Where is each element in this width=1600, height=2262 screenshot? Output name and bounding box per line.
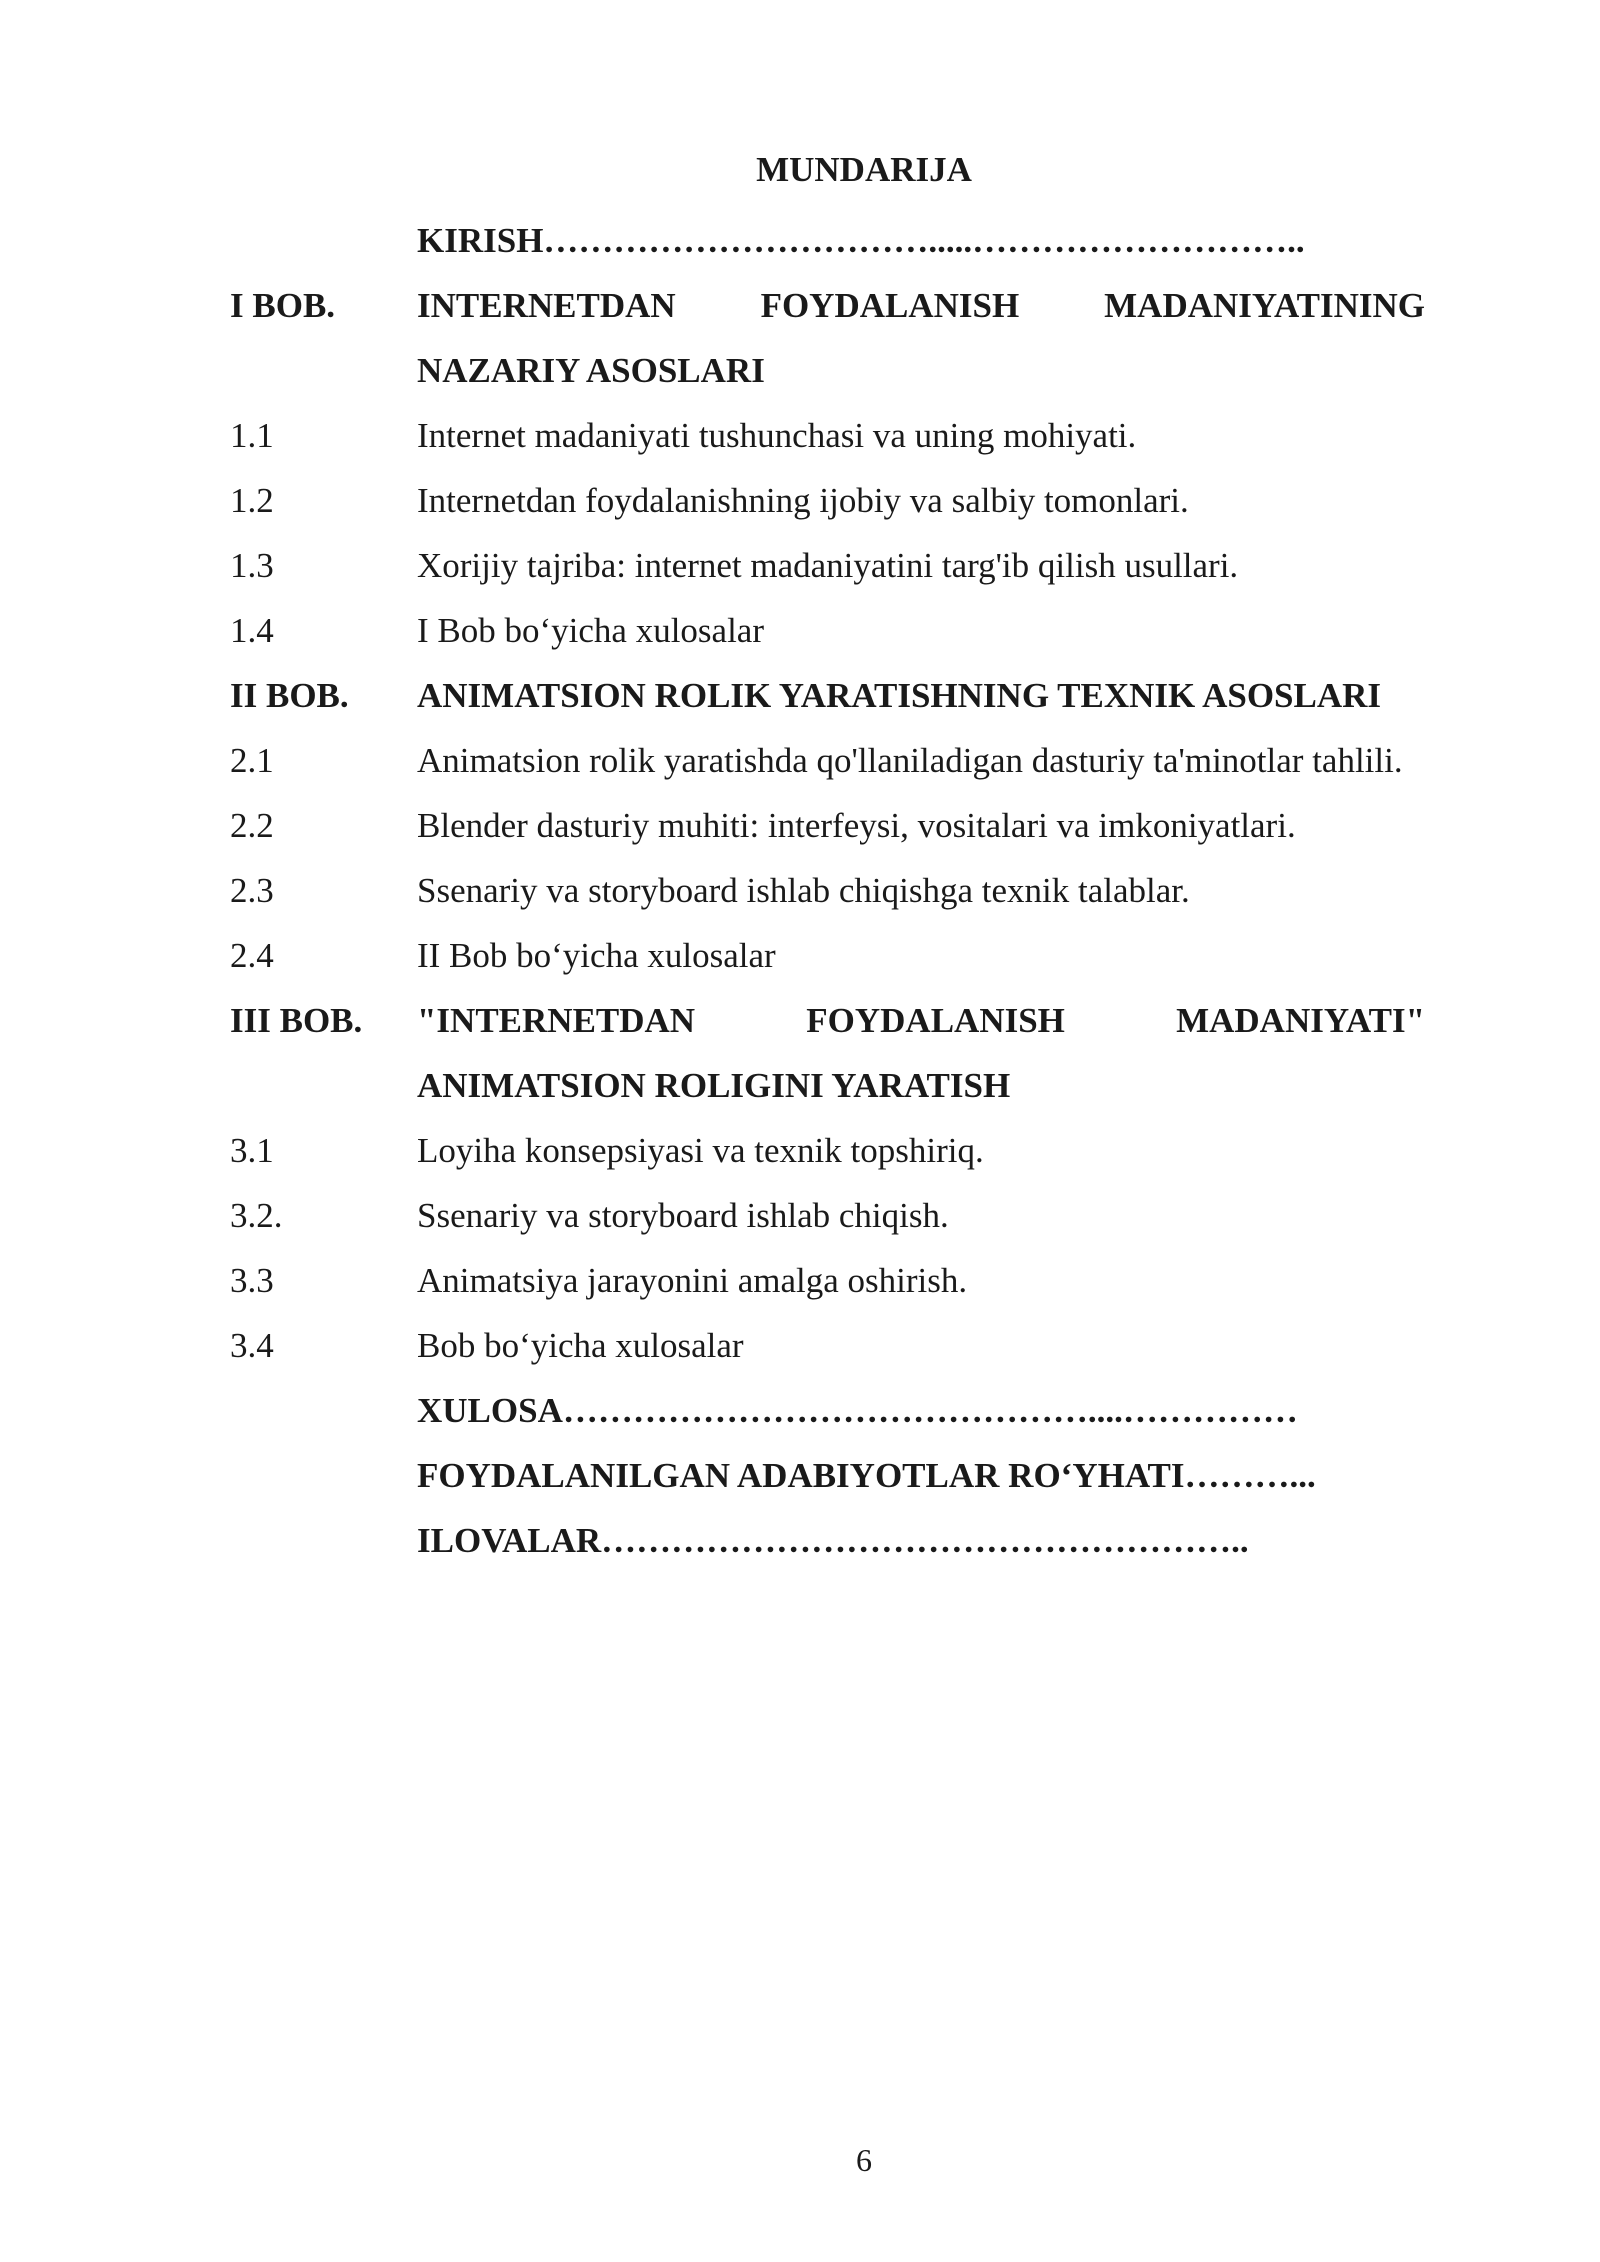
toc-entry-kirish: [230, 208, 1425, 273]
toc-entry-1-2: [230, 468, 1425, 533]
toc-chapter-3: [230, 988, 1425, 1118]
toc-entry-title: FOYDALANILGAN ADABIYOTLAR RO‘YHATI………...: [417, 1456, 1316, 1495]
toc-entry-title: Loyiha konsepsiyasi va texnik topshiriq.: [417, 1131, 984, 1170]
toc-entry-3-4: [230, 1313, 1425, 1378]
toc-entry-title: Internet madaniyati tushunchasi va uning mohiyati.: [417, 416, 1137, 455]
toc-entry-title: Xorijiy tajriba: internet madaniyatini targ'ib qilish usullari.: [417, 546, 1239, 585]
toc-entry-title: II Bob bo‘yicha xulosalar: [417, 936, 776, 975]
toc-entry-number: III BOB.: [230, 1001, 363, 1040]
toc-chapter-1: [230, 273, 1425, 403]
toc-entry-number: 3.4: [230, 1326, 274, 1365]
toc-entry-ilovalar: [230, 1508, 1425, 1573]
page-number: 6: [856, 2142, 872, 2178]
toc-entry-title: KIRISH…………………………….....………………………..: [417, 221, 1305, 260]
toc-entry-2-4: [230, 923, 1425, 988]
toc-entry-number: 1.4: [230, 611, 274, 650]
toc-entry-2-3: [230, 858, 1425, 923]
toc-entry-number: I BOB.: [230, 286, 336, 325]
toc-entry-number: 1.1: [230, 416, 274, 455]
toc-entry-title: "INTERNETDAN FOYDALANISH MADANIYATI" ANIMATSION ROLIGINI YARATISH: [417, 1001, 1425, 1105]
toc-entry-title: ANIMATSION ROLIK YARATISHNING TEXNIK ASOSLARI: [417, 676, 1382, 715]
toc-entry-2-2: [230, 793, 1425, 858]
toc-entry-3-2: [230, 1183, 1425, 1248]
toc-entry-3-3: [230, 1248, 1425, 1313]
toc-entry-title: Animatsiya jarayonini amalga oshirish.: [417, 1261, 968, 1300]
table-of-contents: [230, 208, 1425, 1573]
toc-entry-xulosa: [230, 1378, 1425, 1443]
toc-entry-number: 2.3: [230, 871, 274, 910]
toc-entry-3-1: [230, 1118, 1425, 1183]
toc-entry-title: INTERNETDAN FOYDALANISH MADANIYATINING NAZARIY ASOSLARI: [417, 286, 1425, 390]
toc-entry-adabiyotlar: [230, 1443, 1425, 1508]
toc-entry-1-4: [230, 598, 1425, 663]
toc-entry-number: II BOB.: [230, 676, 349, 715]
page-title: MUNDARIJA: [756, 150, 972, 189]
toc-entry-number: 2.2: [230, 806, 274, 845]
toc-entry-number: 3.2.: [230, 1196, 283, 1235]
toc-entry-2-1: [230, 728, 1425, 793]
toc-entry-1-3: [230, 533, 1425, 598]
toc-entry-number: 2.1: [230, 741, 274, 780]
toc-entry-number: 3.1: [230, 1131, 274, 1170]
toc-entry-title: Blender dasturiy muhiti: interfeysi, vositalari va imkoniyatlari.: [417, 806, 1296, 845]
toc-entry-number: 1.2: [230, 481, 274, 520]
toc-entry-title: ILOVALAR………………………………………………..: [417, 1521, 1249, 1560]
toc-entry-title: Bob bo‘yicha xulosalar: [417, 1326, 744, 1365]
toc-entry-number: 3.3: [230, 1261, 274, 1300]
toc-entry-title: Animatsion rolik yaratishda qo'llaniladigan dasturiy ta'minotlar tahlili.: [417, 741, 1403, 780]
toc-chapter-2: [230, 663, 1425, 728]
toc-entry-number: 2.4: [230, 936, 274, 975]
toc-entry-title: XULOSA………………………………………....……………: [417, 1391, 1298, 1430]
toc-entry-title: Ssenariy va storyboard ishlab chiqishga texnik talablar.: [417, 871, 1190, 910]
toc-entry-title: Ssenariy va storyboard ishlab chiqish.: [417, 1196, 949, 1235]
toc-entry-number: 1.3: [230, 546, 274, 585]
toc-entry-1-1: [230, 403, 1425, 468]
toc-entry-title: I Bob bo‘yicha xulosalar: [417, 611, 764, 650]
toc-entry-title: Internetdan foydalanishning ijobiy va salbiy tomonlari.: [417, 481, 1189, 520]
